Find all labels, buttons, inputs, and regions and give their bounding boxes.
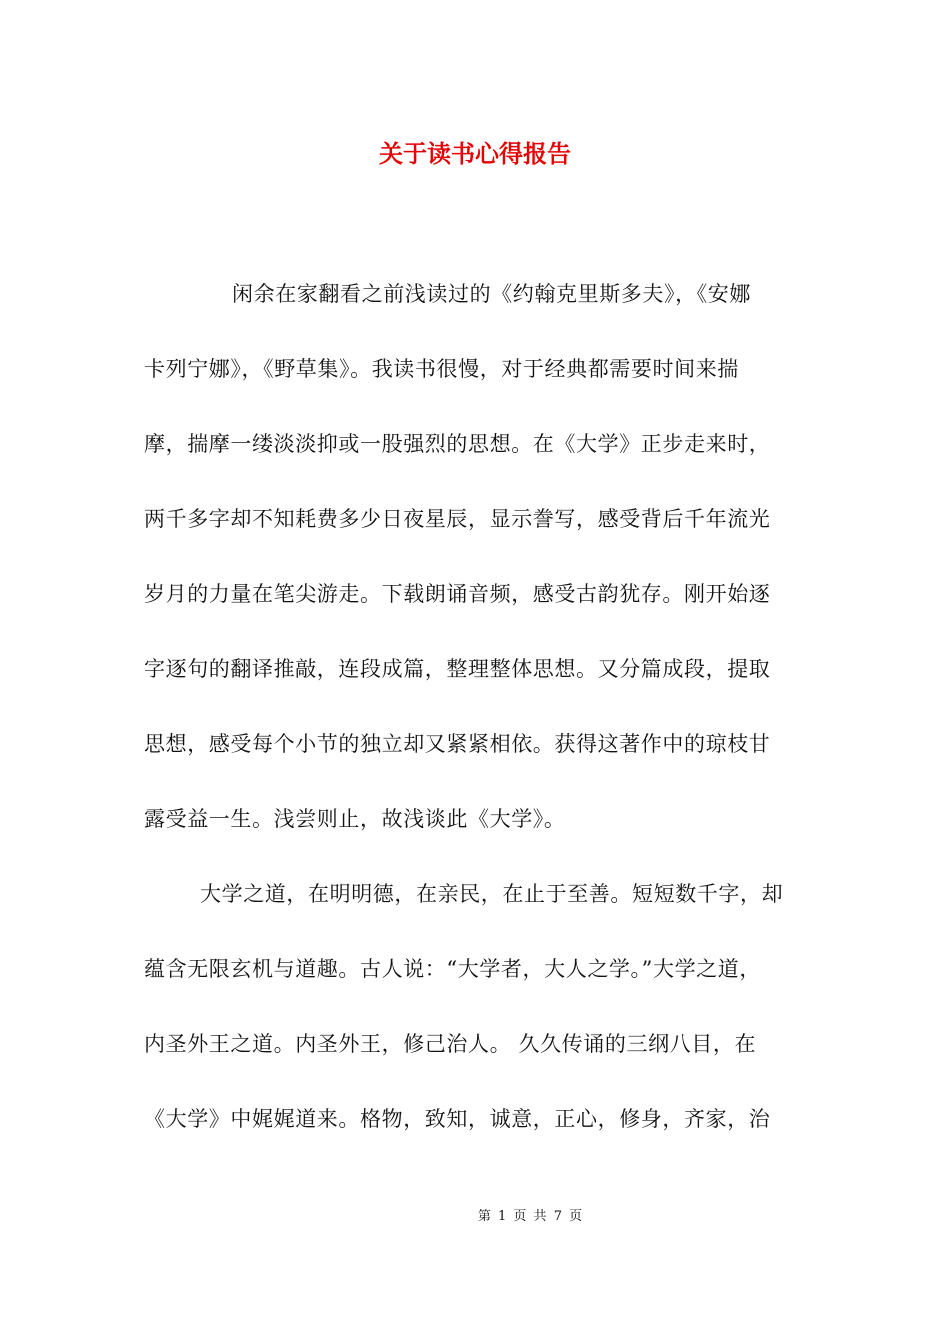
body-text-line: 内圣外王之道。内圣外王，修己治人。 久久传诵的三纲八目，在 [144, 1032, 757, 1056]
body-text-line: 大学之道，在明明德，在亲民，在止于至善。短短数千字，却 [200, 882, 784, 906]
body-text-line: 露受益一生。浅尝则止，故浅谈此《大学》。 [144, 807, 566, 831]
body-text-line: 《大学》中娓娓道来。格物，致知，诚意，正心，修身，齐家，治 [144, 1107, 771, 1131]
document-title: 关于读书心得报告 [379, 139, 571, 168]
body-text-line: 字逐句的翻译推敲，连段成篇，整理整体思想。又分篇成段，提取 [144, 657, 771, 681]
page-footer: 第 1 页 共 7 页 [477, 1209, 583, 1224]
body-text-line: 蕴含无限玄机与道趣。古人说：“大学者，大人之学。”大学之道， [144, 957, 761, 981]
body-text-line: 摩，揣摩一缕淡淡抑或一股强烈的思想。在《大学》正步走来时， [144, 432, 771, 456]
body-text-line: 闲余在家翻看之前浅读过的《约翰克里斯多夫》，《安娜 [232, 282, 751, 306]
body-text-line: 岁月的力量在笔尖游走。下载朗诵音频，感受古韵犹存。刚开始逐 [144, 582, 771, 606]
body-text-line: 卡列宁娜》，《野草集》。我读书很慢，对于经典都需要时间来揣 [144, 357, 739, 381]
document-body [144, 272, 824, 1172]
body-text-line: 两千多字却不知耗费多少日夜星辰，显示誊写，感受背后千年流光 [144, 507, 771, 531]
body-text-line: 思想，感受每个小节的独立却又紧紧相依。获得这著作中的琼枝甘 [144, 732, 771, 756]
